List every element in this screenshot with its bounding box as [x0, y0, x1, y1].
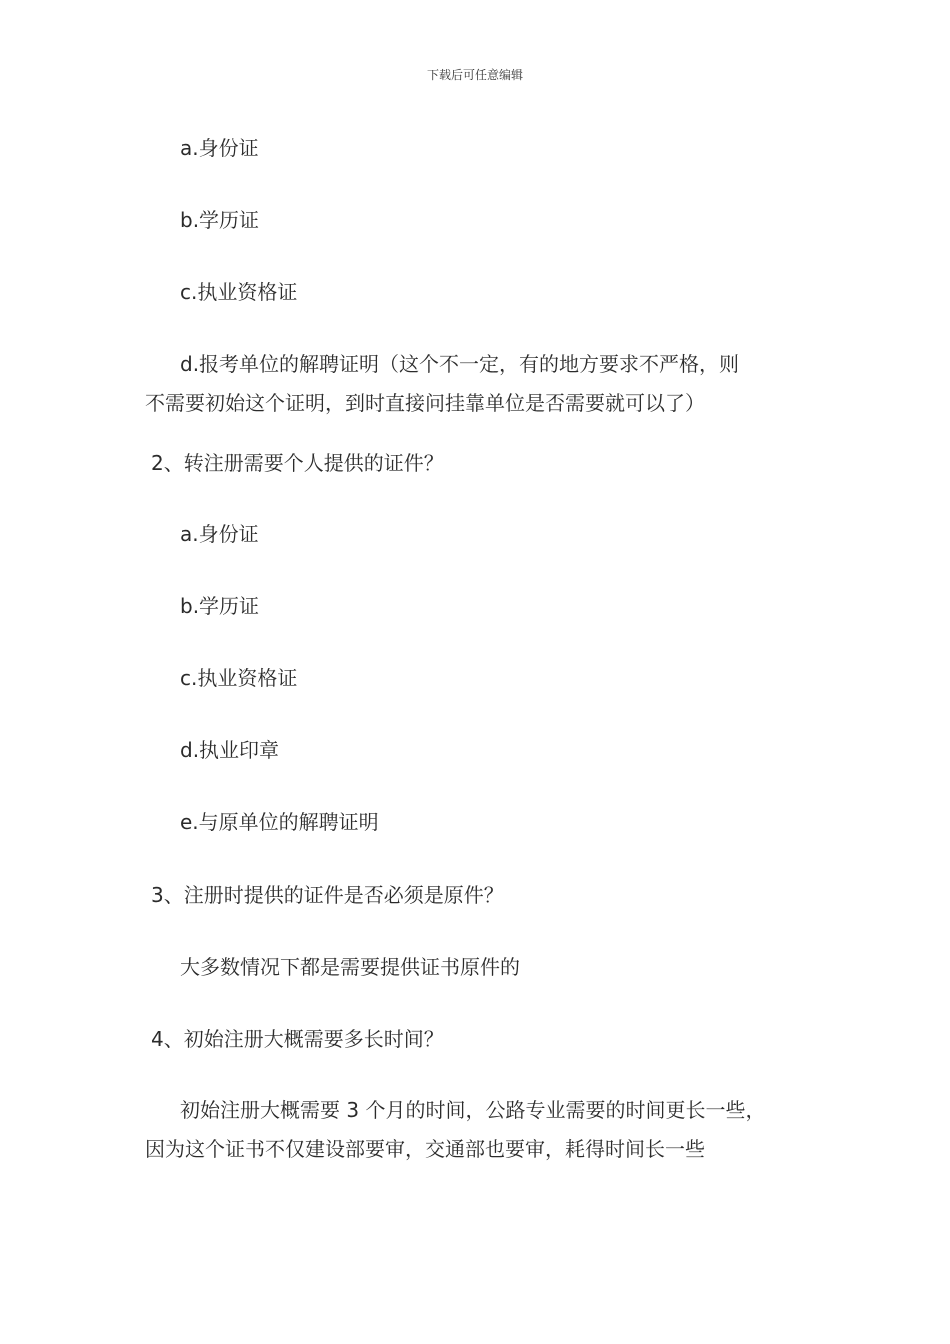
answer-text: 初始注册大概需要 3 个月的时间，公路专业需要的时间更长一些， — [180, 1098, 766, 1122]
question-heading: 3、注册时提供的证件是否必须是原件？ — [151, 883, 504, 907]
list-item: a.身份证 — [180, 136, 259, 160]
question-heading: 2、转注册需要个人提供的证件？ — [151, 451, 444, 475]
list-item: d.报考单位的解聘证明（这个不一定，有的地方要求不严格，则 — [180, 352, 740, 376]
list-item: c.执业资格证 — [180, 280, 298, 304]
answer-text-continuation: 因为这个证书不仅建设部要审，交通部也要审，耗得时间长一些 — [145, 1137, 705, 1161]
list-item: a.身份证 — [180, 522, 259, 546]
list-item: d.执业印章 — [180, 738, 280, 762]
list-item: e.与原单位的解聘证明 — [180, 810, 379, 834]
list-item: c.执业资格证 — [180, 666, 298, 690]
answer-text: 大多数情况下都是需要提供证书原件的 — [180, 955, 520, 979]
list-item-continuation: 不需要初始这个证明，到时直接问挂靠单位是否需要就可以了） — [145, 391, 705, 415]
list-item: b.学历证 — [180, 208, 260, 232]
page-header: 下载后可任意编辑 — [426, 68, 523, 82]
question-heading: 4、初始注册大概需要多长时间？ — [151, 1027, 444, 1051]
list-item: b.学历证 — [180, 594, 260, 618]
